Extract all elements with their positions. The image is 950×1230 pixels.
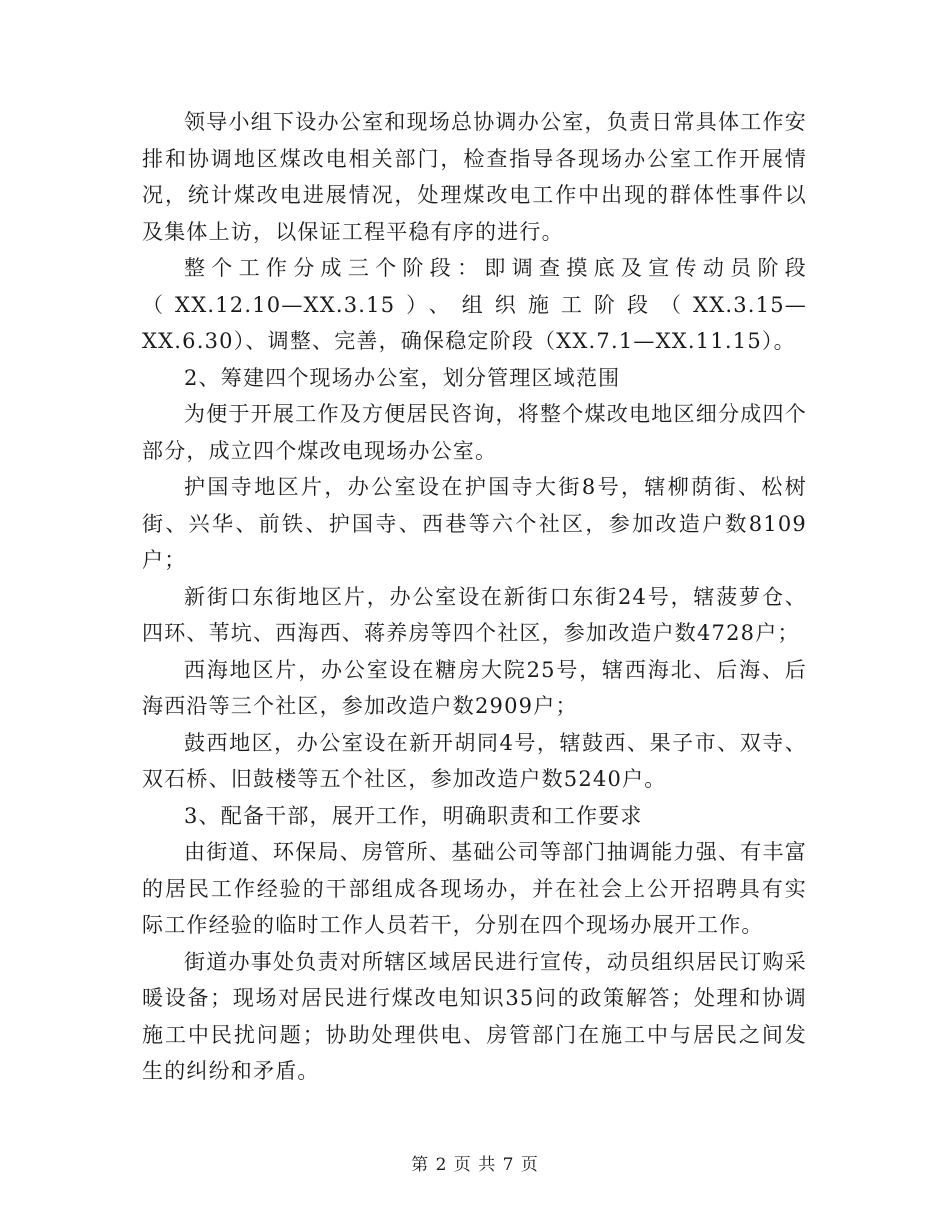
page-number-footer: 第 2 页 共 7 页 bbox=[411, 1155, 539, 1175]
paragraph-xihai-area: 西海地区片，办公室设在糖房大院25号，辖西海北、后海、后海西沿等三个社区，参加改造户数2909户； bbox=[142, 657, 807, 718]
paragraph-subdistrict-duties: 街道办事处负责对所辖区域居民进行宣传，动员组织居民订购采暖设备；现场对居民进行煤改电知识35问的政策解答；处理和协调施工中民扰问题；协助处理供电、房管部门在施工中与居民之间发生的纠纷和矛盾。 bbox=[142, 949, 807, 1083]
paragraph-staffing: 由街道、环保局、房管所、基础公司等部门抽调能力强、有丰富的居民工作经验的干部组成各现场办，并在社会上公开招聘具有实际工作经验的临时工作人员若干，分别在四个现场办展开工作。 bbox=[142, 840, 807, 937]
paragraph-three-stages: 整个工作分成三个阶段：即调查摸底及宣传动员阶段（XX.12.10—XX.3.15）、组织施工阶段（XX.3.15—XX.6.30）、调整、完善，确保稳定阶段（XX.7.1—XX.11.15）。 bbox=[142, 256, 807, 353]
section-heading-2: 2、筹建四个现场办公室，划分管理区域范围 bbox=[184, 365, 621, 390]
paragraph-office-setup: 领导小组下设办公室和现场总协调办公室，负责日常具体工作安排和协调地区煤改电相关部门，检查指导各现场办公室工作开展情况，统计煤改电进展情况，处理煤改电工作中出现的群体性事件以及集体上访，以保证工程平稳有序的进行。 bbox=[142, 110, 807, 244]
paragraph-xinjiekou-area: 新街口东街地区片，办公室设在新街口东街24号，辖菠萝仓、四环、苇坑、西海西、蒋养房等四个社区，参加改造户数4728户； bbox=[142, 584, 807, 645]
paragraph-huguosi-area: 护国寺地区片，办公室设在护国寺大街8号，辖柳荫街、松树街、兴华、前铁、护国寺、西巷等六个社区，参加改造户数8109户； bbox=[142, 475, 807, 572]
paragraph-four-offices: 为便于开展工作及方便居民咨询，将整个煤改电地区细分成四个部分，成立四个煤改电现场办公室。 bbox=[142, 402, 807, 463]
paragraph-guxi-area: 鼓西地区，办公室设在新开胡同4号，辖鼓西、果子市、双寺、双石桥、旧鼓楼等五个社区，参加改造户数5240户。 bbox=[142, 730, 807, 791]
section-heading-3: 3、配备干部，展开工作，明确职责和工作要求 bbox=[184, 803, 643, 828]
document-body bbox=[142, 104, 807, 1090]
